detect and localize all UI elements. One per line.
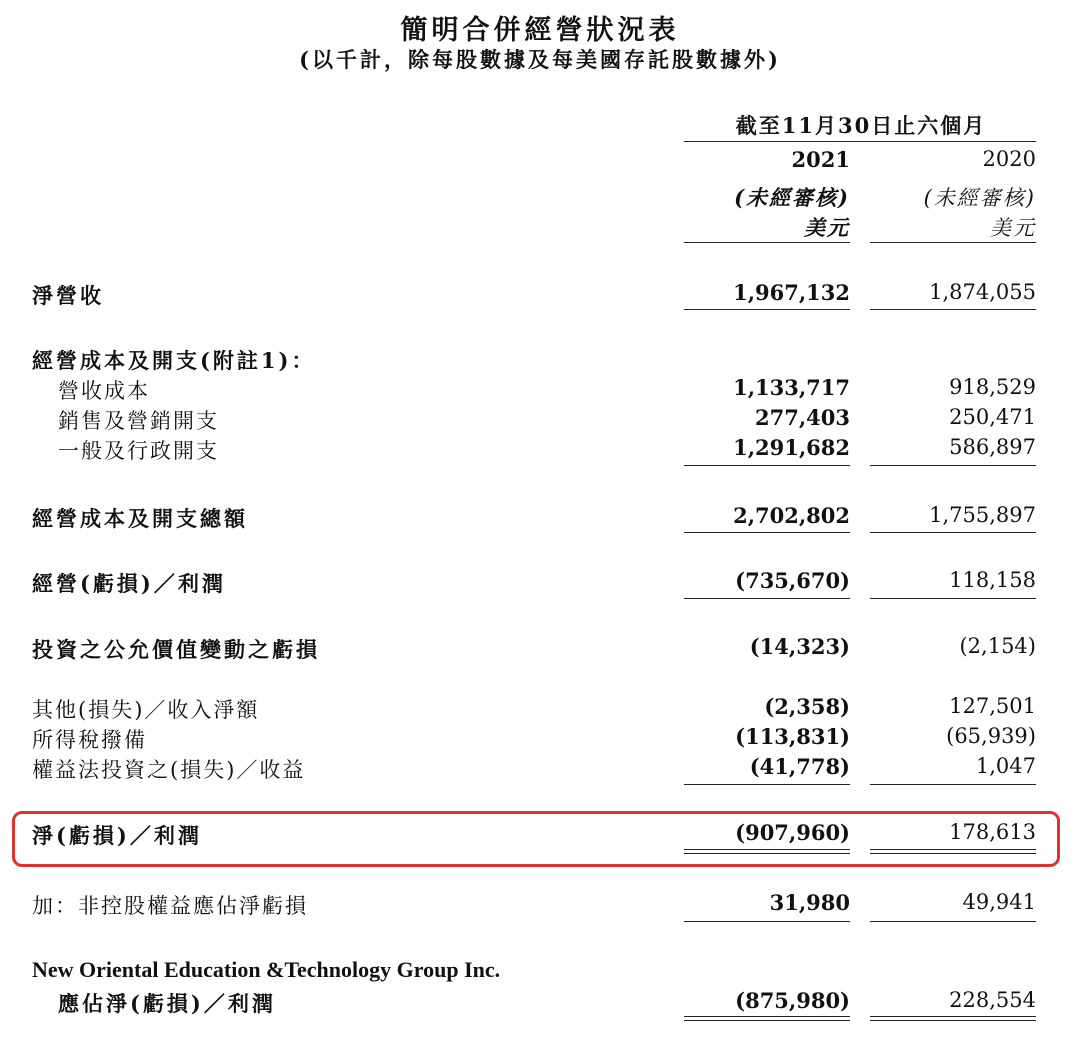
rule — [870, 784, 1036, 785]
rule — [684, 532, 850, 533]
row-label-selling-marketing: 銷售及營銷開支 — [58, 409, 219, 433]
row-label-other-income: 其他(損失)／收入淨額 — [32, 698, 260, 722]
rule — [684, 598, 850, 599]
row-label-net-loss-profit: 淨(虧損)／利潤 — [32, 823, 202, 848]
col-2020-audit: (未經審核) — [923, 186, 1036, 210]
rule — [684, 465, 850, 466]
row-label-equity-method: 權益法投資之(損失)／收益 — [32, 758, 306, 782]
double-rule — [870, 849, 1036, 850]
row-value-2021: 2,702,802 — [733, 503, 850, 528]
row-value-2020: (2,154) — [959, 634, 1036, 658]
row-value-2021: (875,980) — [735, 988, 850, 1013]
row-value-2020: 918,529 — [949, 375, 1036, 399]
col-2020-header-rule — [870, 242, 1036, 243]
row-value-2020: 228,554 — [949, 988, 1036, 1012]
row-label-attrib-company: New Oriental Education &Technology Group Inc. — [32, 957, 501, 982]
row-value-2021: 1,133,717 — [733, 375, 850, 400]
double-rule — [870, 1020, 1036, 1021]
row-value-2020: 127,501 — [949, 694, 1036, 718]
row-label-cost-of-revenue: 營收成本 — [58, 379, 150, 403]
row-label-op-loss-profit: 經營(虧損)／利潤 — [32, 571, 226, 596]
row-value-2021: 1,291,682 — [733, 435, 850, 460]
double-rule — [684, 849, 850, 850]
col-2021-audit: (未經審核) — [734, 185, 850, 210]
row-label-net-revenue: 淨營收 — [32, 283, 104, 308]
row-value-2021: (907,960) — [735, 820, 850, 845]
col-2021-header-rule — [684, 242, 850, 243]
row-label-total-op-costs: 經營成本及開支總額 — [32, 506, 248, 531]
double-rule — [870, 1016, 1036, 1017]
row-label-general-admin: 一般及行政開支 — [58, 439, 219, 463]
col-2021-currency: 美元 — [804, 215, 850, 240]
row-value-2020: 250,471 — [949, 405, 1036, 429]
rule — [870, 598, 1036, 599]
double-rule — [684, 1016, 850, 1017]
row-value-2020: 586,897 — [949, 435, 1036, 459]
row-label-nci: 加：非控股權益應佔淨虧損 — [32, 894, 308, 918]
row-label-fair-value-loss: 投資之公允價值變動之虧損 — [32, 637, 320, 662]
row-value-2021: (113,831) — [735, 724, 850, 749]
row-value-2020: 1,755,897 — [929, 503, 1036, 527]
double-rule — [684, 1020, 850, 1021]
row-value-2021: (41,778) — [749, 754, 850, 779]
col-2021-year: 2021 — [791, 147, 850, 172]
row-value-2021: (2,358) — [764, 694, 850, 719]
double-rule — [684, 853, 850, 854]
row-value-2020: 49,941 — [962, 890, 1036, 914]
row-value-2021: 31,980 — [769, 890, 850, 915]
row-value-2020: 118,158 — [949, 568, 1036, 592]
rule — [870, 309, 1036, 310]
row-value-2020: (65,939) — [946, 724, 1036, 748]
col-2020-year: 2020 — [982, 147, 1036, 171]
page-title: 簡明合併經營狀況表 — [400, 15, 680, 46]
col-2020-currency: 美元 — [990, 216, 1036, 240]
row-label-attrib: 應佔淨(虧損)／利潤 — [58, 991, 276, 1016]
row-label-income-tax: 所得稅撥備 — [32, 728, 147, 752]
rule — [684, 309, 850, 310]
rule — [684, 784, 850, 785]
rule — [870, 532, 1036, 533]
row-value-2020: 178,613 — [949, 820, 1036, 844]
row-value-2021: 1,967,132 — [733, 280, 850, 305]
rule — [684, 921, 850, 922]
page-subtitle: (以千計，除每股數據及每美國存託股數據外) — [299, 47, 781, 72]
section-heading-op-costs: 經營成本及開支(附註1)： — [32, 348, 316, 373]
header-divider — [684, 141, 1036, 142]
row-value-2021: (735,670) — [735, 568, 850, 593]
rule — [870, 921, 1036, 922]
period-header: 截至11月30日止六個月 — [735, 113, 987, 138]
row-value-2020: 1,874,055 — [929, 280, 1036, 304]
rule — [870, 465, 1036, 466]
row-value-2020: 1,047 — [975, 754, 1036, 778]
row-value-2021: (14,323) — [749, 634, 850, 659]
row-value-2021: 277,403 — [755, 405, 850, 430]
double-rule — [870, 853, 1036, 854]
